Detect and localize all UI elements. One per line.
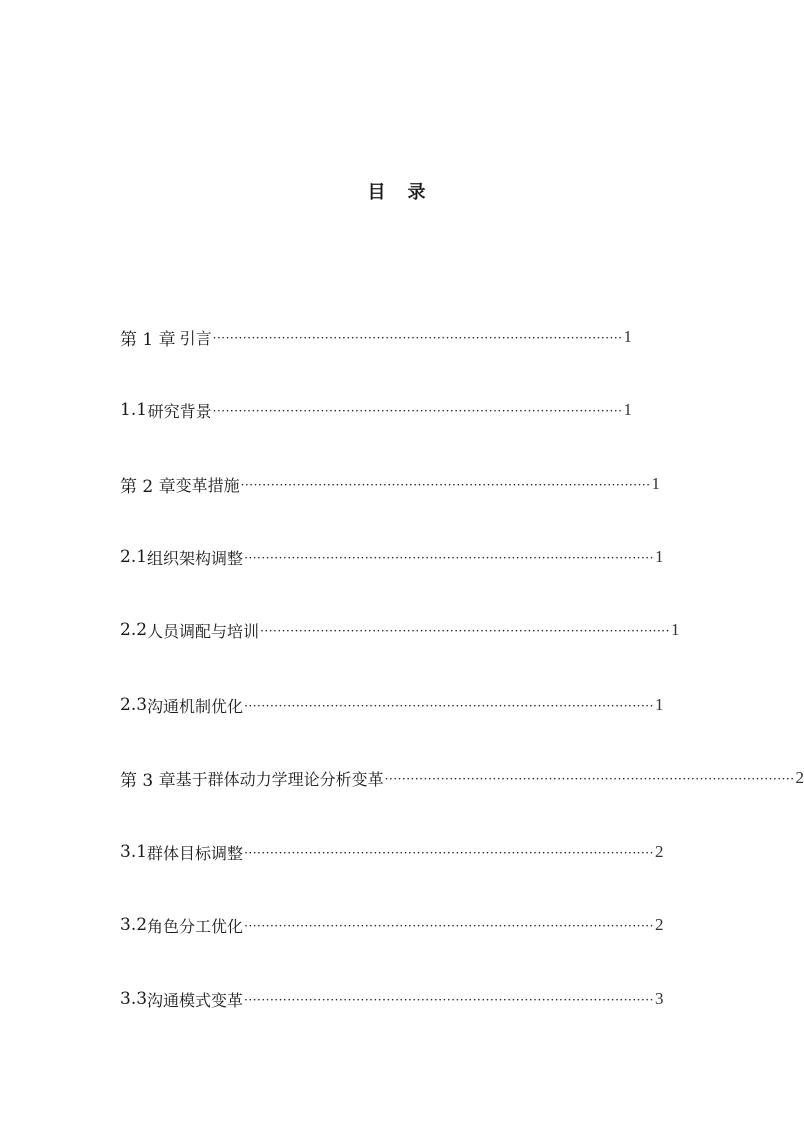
- toc-entry-number: 3.3: [120, 989, 148, 1009]
- toc-entry[interactable]: [120, 986, 664, 1012]
- toc-entry-number: 第 1 章: [120, 329, 176, 350]
- toc-entry-page: 2: [795, 768, 804, 787]
- toc-leader-dots: ·······························································································: [260, 624, 670, 638]
- toc-entry-page: 1: [654, 695, 664, 714]
- toc-entry-number: 2.3: [120, 695, 148, 715]
- toc-entry-page: 3: [654, 989, 664, 1008]
- toc-leader-dots: ·······························································································: [244, 993, 654, 1007]
- toc-entry-number: 1.1: [120, 400, 148, 420]
- toc-entry[interactable]: [120, 912, 664, 938]
- toc-entry-text: 基于群体动力学理论分析变革: [175, 769, 384, 789]
- toc-entry-page: 1: [654, 547, 664, 566]
- toc-leader-dots: ·······························································································: [212, 331, 623, 345]
- toc-entry-text: 组织架构调整: [147, 548, 244, 568]
- toc-entry-page: 1: [651, 474, 661, 493]
- page-title: 目录: [367, 182, 448, 203]
- toc-entry-number: 3.1: [120, 842, 148, 862]
- toc-entry-page: 1: [670, 620, 680, 639]
- toc-entry-number: 2.2: [120, 620, 148, 640]
- toc-entry-text: 角色分工优化: [147, 916, 244, 936]
- toc-entry-text: 研究背景: [147, 401, 212, 421]
- toc-entry[interactable]: [120, 692, 664, 718]
- toc-entry[interactable]: [120, 324, 632, 350]
- toc-entry-page: 1: [623, 400, 632, 419]
- toc-entry-text: 沟通机制优化: [147, 696, 244, 716]
- toc-entry[interactable]: [120, 765, 804, 791]
- toc-entry-page: 1: [623, 327, 632, 346]
- toc-entry-text: 沟通模式变革: [147, 990, 244, 1010]
- toc-leader-dots: ·······························································································: [212, 404, 623, 418]
- toc-entry-text: 变革措施: [175, 475, 240, 495]
- toc-leader-dots: ·······························································································: [384, 772, 795, 786]
- toc-leader-dots: ·······························································································: [240, 478, 651, 492]
- toc-leader-dots: ·······························································································: [244, 846, 654, 860]
- toc-entry-page: 2: [654, 915, 664, 934]
- toc-entry[interactable]: [120, 544, 664, 570]
- toc-entry[interactable]: [120, 397, 632, 423]
- toc-leader-dots: ·······························································································: [244, 551, 654, 565]
- toc-entry-text: 引言: [179, 328, 212, 348]
- toc-entry-number: 第 3 章: [120, 770, 176, 791]
- toc-entry[interactable]: [120, 617, 680, 643]
- toc-entry-number: 第 2 章: [120, 476, 176, 497]
- toc-leader-dots: ·······························································································: [244, 699, 654, 713]
- toc-entry[interactable]: [120, 471, 661, 497]
- toc-entry-text: 人员调配与培训: [147, 621, 260, 641]
- toc-entry[interactable]: [120, 839, 664, 865]
- toc-entry-number: 2.1: [120, 547, 148, 567]
- toc-entry-page: 2: [654, 842, 664, 861]
- toc-leader-dots: ·······························································································: [244, 919, 654, 933]
- toc-entry-number: 3.2: [120, 915, 148, 935]
- toc-entry-text: 群体目标调整: [147, 843, 244, 863]
